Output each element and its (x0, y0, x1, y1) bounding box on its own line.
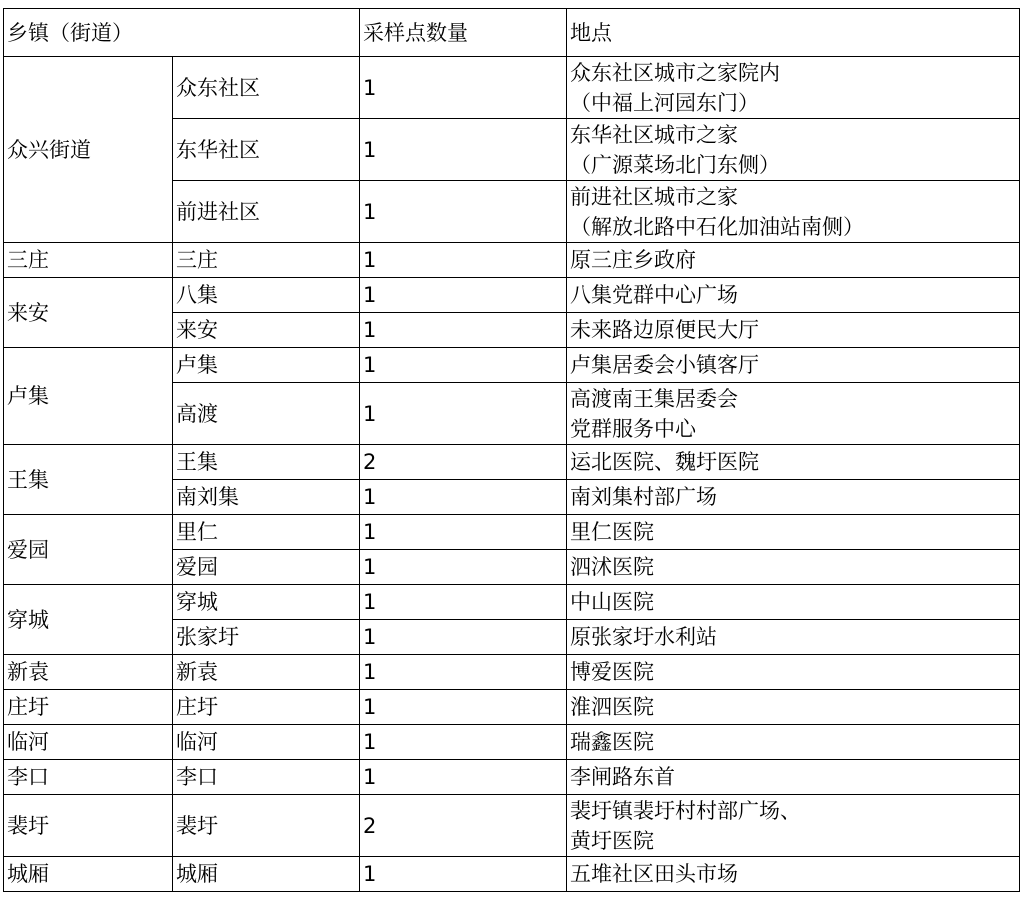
address-cell (567, 857, 1020, 892)
count-cell: 1 (360, 620, 567, 655)
site-cell: 里仁 (173, 515, 360, 550)
address-line: 前进社区城市之家 (570, 184, 738, 209)
address-line: 原三庄乡政府 (570, 248, 696, 272)
table-row (4, 348, 1020, 383)
table-row (4, 585, 1020, 620)
site-cell: 前进社区 (173, 181, 360, 243)
address-line: 李闸路东首 (570, 765, 675, 789)
town-cell: 卢集 (4, 348, 173, 445)
site-cell: 李口 (173, 760, 360, 795)
table-row (4, 857, 1020, 892)
address-cell (567, 445, 1020, 480)
site-cell: 爱园 (173, 550, 360, 585)
count-cell: 1 (360, 515, 567, 550)
address-line: 东华社区城市之家 (570, 122, 738, 147)
address-line: 南刘集村部广场 (570, 485, 717, 509)
site-cell: 庄圩 (173, 690, 360, 725)
table-row (4, 760, 1020, 795)
count-cell: 1 (360, 480, 567, 515)
address-line: 博爱医院 (570, 660, 654, 684)
count-cell: 2 (360, 795, 567, 857)
table-row (4, 725, 1020, 760)
table-body (4, 9, 1020, 892)
site-cell: 王集 (173, 445, 360, 480)
table-row (4, 278, 1020, 313)
address-line: 原张家圩水利站 (570, 625, 717, 649)
address-line: 党群服务中心 (570, 416, 696, 441)
address-cell (567, 243, 1020, 278)
address-cell (567, 278, 1020, 313)
header-row (4, 9, 1020, 57)
town-cell: 王集 (4, 445, 173, 515)
table-row (4, 445, 1020, 480)
count-cell: 1 (360, 181, 567, 243)
count-cell: 1 (360, 278, 567, 313)
site-cell: 卢集 (173, 348, 360, 383)
sampling-sites-table (3, 8, 1020, 892)
address-cell (567, 795, 1020, 857)
town-cell: 新袁 (4, 655, 173, 690)
site-cell: 八集 (173, 278, 360, 313)
town-cell: 城厢 (4, 857, 173, 892)
address-cell (567, 181, 1020, 243)
address-line: 泗沭医院 (570, 555, 654, 579)
header-location: 地点 (567, 9, 1020, 57)
address-cell (567, 383, 1020, 445)
site-cell: 东华社区 (173, 119, 360, 181)
town-cell: 庄圩 (4, 690, 173, 725)
address-cell (567, 550, 1020, 585)
table-row (4, 515, 1020, 550)
address-cell (567, 57, 1020, 119)
count-cell: 1 (360, 313, 567, 348)
count-cell: 1 (360, 585, 567, 620)
site-cell: 临河 (173, 725, 360, 760)
count-cell: 2 (360, 445, 567, 480)
address-cell (567, 515, 1020, 550)
count-cell: 1 (360, 655, 567, 690)
site-cell: 来安 (173, 313, 360, 348)
address-line: （广源菜场北门东侧） (570, 152, 780, 177)
address-line: 八集党群中心广场 (570, 283, 738, 307)
address-cell (567, 690, 1020, 725)
address-line: 裴圩镇裴圩村村部广场、 (570, 798, 801, 823)
address-line: 卢集居委会小镇客厅 (570, 353, 759, 377)
town-cell: 李口 (4, 760, 173, 795)
table-row (4, 655, 1020, 690)
address-cell (567, 480, 1020, 515)
table-row (4, 690, 1020, 725)
address-cell (567, 348, 1020, 383)
town-cell: 众兴街道 (4, 57, 173, 243)
address-line: 淮泗医院 (570, 695, 654, 719)
site-cell: 高渡 (173, 383, 360, 445)
count-cell: 1 (360, 57, 567, 119)
site-cell: 众东社区 (173, 57, 360, 119)
address-line: 黄圩医院 (570, 828, 654, 853)
address-line: 瑞鑫医院 (570, 730, 654, 754)
header-town: 乡镇（街道） (4, 9, 360, 57)
address-cell (567, 655, 1020, 690)
count-cell: 1 (360, 243, 567, 278)
address-line: 五堆社区田头市场 (570, 862, 738, 886)
count-cell: 1 (360, 690, 567, 725)
site-cell: 南刘集 (173, 480, 360, 515)
site-cell: 张家圩 (173, 620, 360, 655)
address-line: 中山医院 (570, 590, 654, 614)
count-cell: 1 (360, 383, 567, 445)
header-count: 采样点数量 (360, 9, 567, 57)
town-cell: 穿城 (4, 585, 173, 655)
count-cell: 1 (360, 119, 567, 181)
address-line: 里仁医院 (570, 520, 654, 544)
town-cell: 临河 (4, 725, 173, 760)
address-cell (567, 119, 1020, 181)
table-row (4, 57, 1020, 119)
address-cell (567, 760, 1020, 795)
address-line: （中福上河园东门） (570, 90, 759, 115)
site-cell: 裴圩 (173, 795, 360, 857)
table-row (4, 243, 1020, 278)
site-cell: 城厢 (173, 857, 360, 892)
address-cell (567, 585, 1020, 620)
address-line: 运北医院、魏圩医院 (570, 450, 759, 474)
town-cell: 爱园 (4, 515, 173, 585)
table-row (4, 795, 1020, 857)
count-cell: 1 (360, 550, 567, 585)
site-cell: 三庄 (173, 243, 360, 278)
address-line: 众东社区城市之家院内 (570, 60, 780, 85)
address-line: （解放北路中石化加油站南侧） (570, 214, 864, 239)
site-cell: 穿城 (173, 585, 360, 620)
address-cell (567, 620, 1020, 655)
address-line: 高渡南王集居委会 (570, 386, 738, 411)
town-cell: 三庄 (4, 243, 173, 278)
town-cell: 来安 (4, 278, 173, 348)
count-cell: 1 (360, 760, 567, 795)
address-line: 未来路边原便民大厅 (570, 318, 759, 342)
town-cell: 裴圩 (4, 795, 173, 857)
site-cell: 新袁 (173, 655, 360, 690)
count-cell: 1 (360, 725, 567, 760)
address-cell (567, 313, 1020, 348)
count-cell: 1 (360, 348, 567, 383)
count-cell: 1 (360, 857, 567, 892)
address-cell (567, 725, 1020, 760)
